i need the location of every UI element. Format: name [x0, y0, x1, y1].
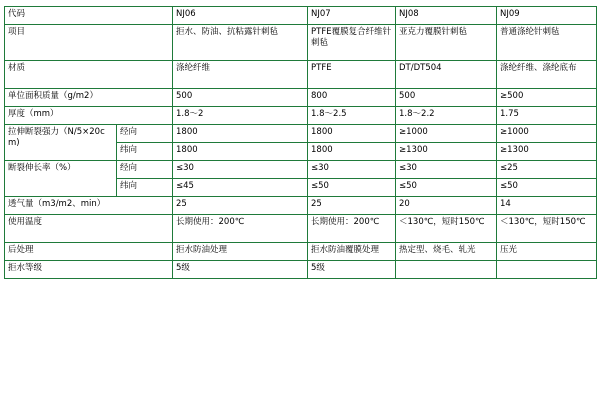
table-row	[5, 7, 597, 25]
cell-nj07: PTFE	[308, 61, 396, 89]
cell-nj06: ≤45	[173, 179, 308, 197]
cell-nj09: ≥500	[497, 89, 597, 107]
table-row	[5, 215, 597, 243]
row-sublabel: 经向	[117, 125, 173, 143]
cell-nj06: 5级	[173, 261, 308, 279]
cell-nj09: NJ09	[497, 7, 597, 25]
cell-nj07: 25	[308, 197, 396, 215]
table-row	[5, 197, 597, 215]
cell-nj07: 1800	[308, 143, 396, 161]
cell-nj06: 1800	[173, 143, 308, 161]
cell-nj09	[497, 261, 597, 279]
row-label: 厚度（mm）	[5, 107, 173, 125]
row-label: 断裂伸长率（%）	[5, 161, 117, 197]
cell-nj06: 1800	[173, 125, 308, 143]
cell-nj09: 14	[497, 197, 597, 215]
cell-nj09: 压光	[497, 243, 597, 261]
cell-nj08: 热定型、烧毛、轧光	[396, 243, 497, 261]
row-sublabel: 纬向	[117, 143, 173, 161]
cell-nj09: ≤50	[497, 179, 597, 197]
cell-nj07: NJ07	[308, 7, 396, 25]
table-row	[5, 89, 597, 107]
cell-nj08: ≥1300	[396, 143, 497, 161]
row-label: 拉伸断裂强力（N/5×20cm)	[5, 125, 117, 161]
cell-nj09: 1.75	[497, 107, 597, 125]
cell-nj06: NJ06	[173, 7, 308, 25]
table-row	[5, 25, 597, 61]
cell-nj07: 1800	[308, 125, 396, 143]
cell-nj06: 涤纶纤维	[173, 61, 308, 89]
cell-nj06: 拒水防油处理	[173, 243, 308, 261]
cell-nj08: ≥1000	[396, 125, 497, 143]
row-label: 代码	[5, 7, 173, 25]
cell-nj07: ≤30	[308, 161, 396, 179]
cell-nj09: ＜130℃，短时150℃	[497, 215, 597, 243]
specification-table	[4, 6, 597, 279]
row-label: 项目	[5, 25, 173, 61]
cell-nj06: 长期使用：200℃	[173, 215, 308, 243]
cell-nj07: 长期使用：200℃	[308, 215, 396, 243]
cell-nj08: 20	[396, 197, 497, 215]
row-label: 后处理	[5, 243, 173, 261]
cell-nj08: 1.8～2.2	[396, 107, 497, 125]
cell-nj09: 普通涤纶针刺毡	[497, 25, 597, 61]
row-label: 使用温度	[5, 215, 173, 243]
cell-nj08: ＜130℃，短时150℃	[396, 215, 497, 243]
cell-nj06: 25	[173, 197, 308, 215]
cell-nj08: DT/DT504	[396, 61, 497, 89]
cell-nj06: 拒水、防油、抗粘露针刺毡	[173, 25, 308, 61]
cell-nj09: ≥1300	[497, 143, 597, 161]
cell-nj09: ≥1000	[497, 125, 597, 143]
cell-nj08: NJ08	[396, 7, 497, 25]
cell-nj06: 500	[173, 89, 308, 107]
row-label: 透气量（m3/m2、min）	[5, 197, 173, 215]
cell-nj08	[396, 261, 497, 279]
cell-nj06: 1.8～2	[173, 107, 308, 125]
cell-nj07: 5级	[308, 261, 396, 279]
row-label: 拒水等级	[5, 261, 173, 279]
table-row	[5, 161, 597, 179]
table-row	[5, 125, 597, 143]
row-sublabel: 纬向	[117, 179, 173, 197]
cell-nj07: PTFE覆膜复合纤维针刺毡	[308, 25, 396, 61]
table-row	[5, 107, 597, 125]
table-row	[5, 243, 597, 261]
cell-nj07: 拒水防油覆膜处理	[308, 243, 396, 261]
cell-nj07: ≤50	[308, 179, 396, 197]
cell-nj09: 涤纶纤维、涤纶底布	[497, 61, 597, 89]
cell-nj08: 500	[396, 89, 497, 107]
table-row	[5, 261, 597, 279]
table-row	[5, 61, 597, 89]
cell-nj07: 800	[308, 89, 396, 107]
row-label: 单位面积质量（g/m2）	[5, 89, 173, 107]
cell-nj07: 1.8～2.5	[308, 107, 396, 125]
cell-nj08: ≤30	[396, 161, 497, 179]
cell-nj06: ≤30	[173, 161, 308, 179]
row-label: 材质	[5, 61, 173, 89]
cell-nj08: ≤50	[396, 179, 497, 197]
cell-nj08: 亚克力覆膜针刺毡	[396, 25, 497, 61]
row-sublabel: 经向	[117, 161, 173, 179]
cell-nj09: ≤25	[497, 161, 597, 179]
